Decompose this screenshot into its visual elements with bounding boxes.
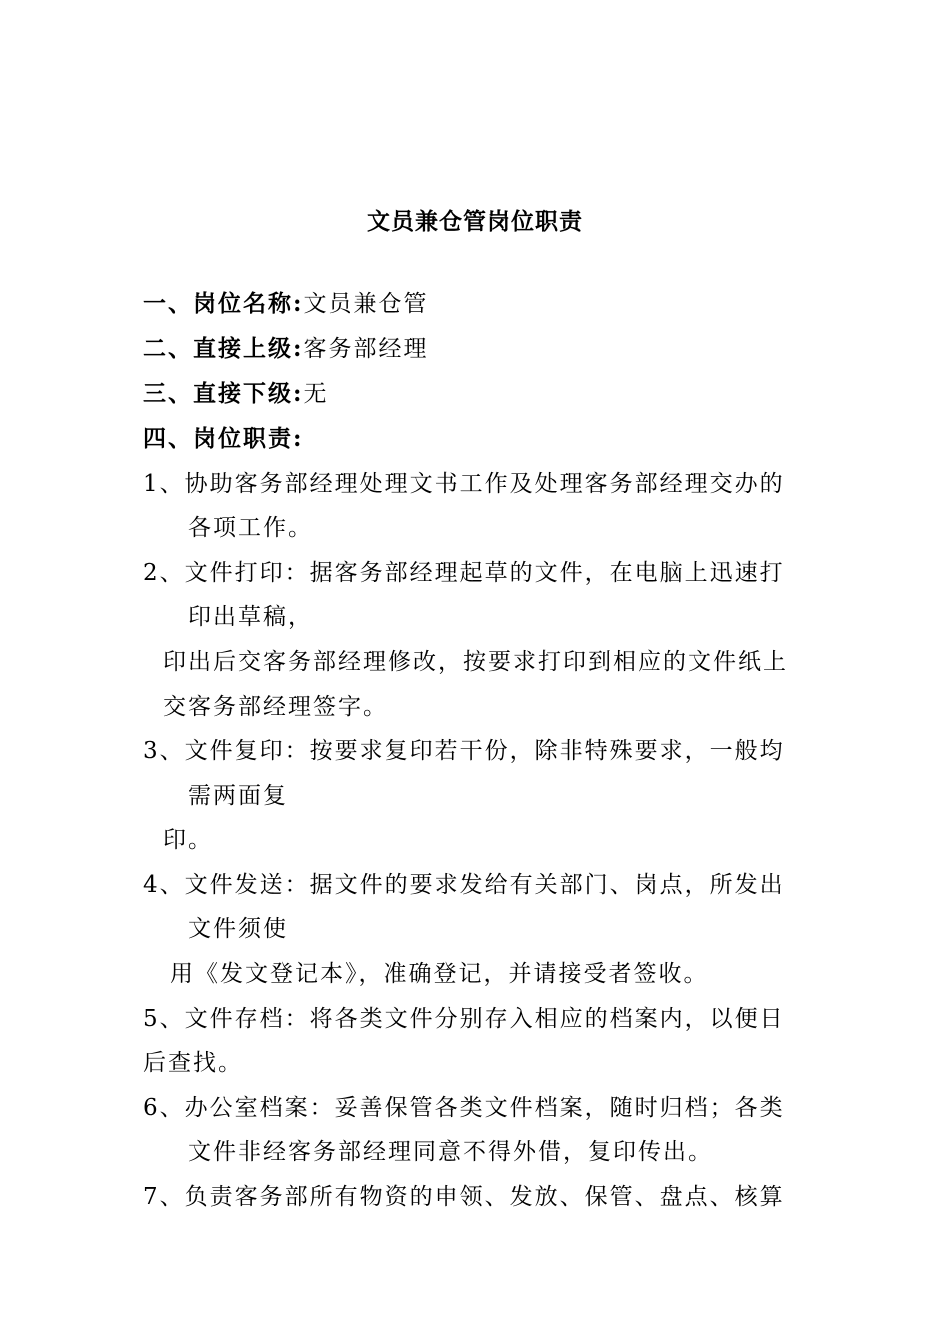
duty-line: 需两面复	[188, 783, 288, 809]
duty-line: 印出后交客务部经理修改，按要求打印到相应的文件纸上	[163, 649, 788, 675]
duty-line: 用《发文登记本》，准确登记，并请接受者签收。	[170, 961, 709, 987]
header-label: 四、岗位职责:	[143, 425, 304, 452]
header-value: 无	[303, 381, 329, 407]
header-line-superior	[143, 331, 429, 367]
duty-line: 文件非经客务部经理同意不得外借，复印传出。	[188, 1139, 713, 1165]
document-title: 文员兼仓管岗位职责	[367, 208, 583, 235]
header-label: 三、直接下级:	[143, 380, 304, 407]
duty-line: 后查找。	[143, 1050, 243, 1076]
header-line-subordinate	[143, 376, 329, 412]
duty-line: 印。	[163, 827, 213, 853]
duty-line: 各项工作。	[188, 515, 313, 541]
duty-line: 交客务部经理签字。	[163, 694, 388, 720]
header-value: 文员兼仓管	[303, 291, 429, 317]
header-line-duties	[143, 421, 304, 457]
duty-line: 2、文件打印：据客务部经理起草的文件，在电脑上迅速打	[143, 560, 785, 586]
duty-line: 6、办公室档案：妥善保管各类文件档案，随时归档；各类	[143, 1095, 785, 1121]
header-line-position	[143, 286, 429, 322]
duty-line: 文件须使	[188, 916, 288, 942]
duty-line: 3、文件复印：按要求复印若干份，除非特殊要求，一般均	[143, 738, 785, 764]
duty-line: 5、文件存档：将各类文件分别存入相应的档案内，以便日	[143, 1006, 785, 1032]
header-label: 一、岗位名称:	[143, 290, 304, 317]
header-value: 客务部经理	[303, 336, 429, 362]
header-label: 二、直接上级:	[143, 335, 304, 362]
duty-line: 7、负责客务部所有物资的申领、发放、保管、盘点、核算	[143, 1184, 785, 1210]
duty-line: 4、文件发送：据文件的要求发给有关部门、岗点，所发出	[143, 872, 785, 898]
duty-line: 印出草稿，	[188, 604, 313, 630]
duty-line: 1、协助客务部经理处理文书工作及处理客务部经理交办的	[143, 471, 785, 497]
